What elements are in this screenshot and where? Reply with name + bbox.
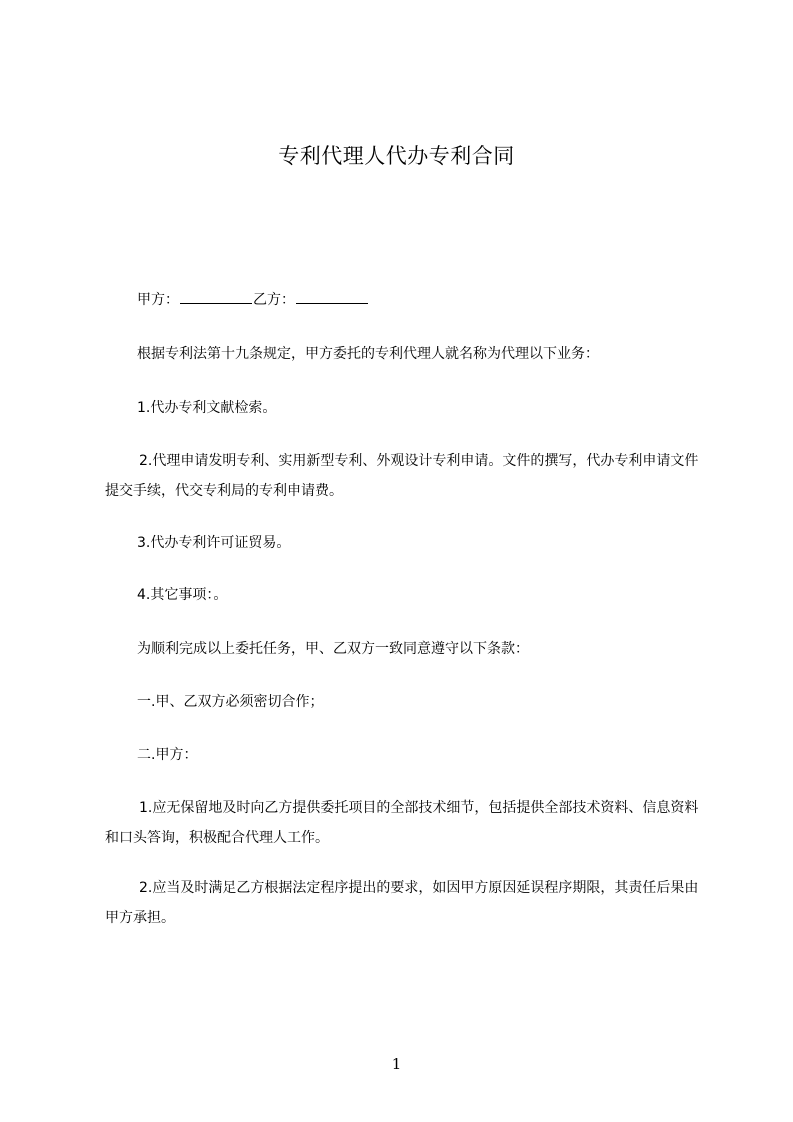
document-title: 专利代理人代办专利合同 [278, 144, 515, 168]
party-a-blank [180, 289, 252, 304]
clause-2-item-2: 2.应当及时满足乙方根据法定程序提出的要求，如因甲方原因延误程序期限，其责任后果由甲方承担。 [105, 880, 699, 926]
party-a-label: 甲方： [137, 292, 179, 308]
clause-2-heading: 二.甲方： [137, 747, 198, 763]
clause-1: 一.甲、乙双方必须密切合作； [137, 694, 324, 710]
party-b-blank [296, 289, 368, 304]
page-number: 1 [391, 1055, 402, 1073]
paragraph-item-4: 4.其它事项：。 [137, 587, 228, 603]
paragraph-intro: 根据专利法第十九条规定，甲方委托的专利代理人就名称为代理以下业务： [137, 346, 599, 362]
party-b-label: 乙方： [253, 292, 295, 308]
clause-2-item-1: 1.应无保留地及时向乙方提供委托项目的全部技术细节，包括提供全部技术资料、信息资料和口头答询，积极配合代理人工作。 [105, 800, 699, 846]
parties-line [105, 285, 705, 315]
paragraph-item-2: 2.代理申请发明专利、实用新型专利、外观设计专利申请。文件的撰写，代办专利申请文件提交手续，代交专利局的专利申请费。 [105, 453, 699, 499]
paragraph-item-1: 1.代办专利文献检索。 [137, 400, 277, 416]
paragraph-agreement: 为顺利完成以上委托任务，甲、乙双方一致同意遵守以下条款： [137, 641, 529, 657]
paragraph-item-3: 3.代办专利许可证贸易。 [137, 535, 291, 551]
